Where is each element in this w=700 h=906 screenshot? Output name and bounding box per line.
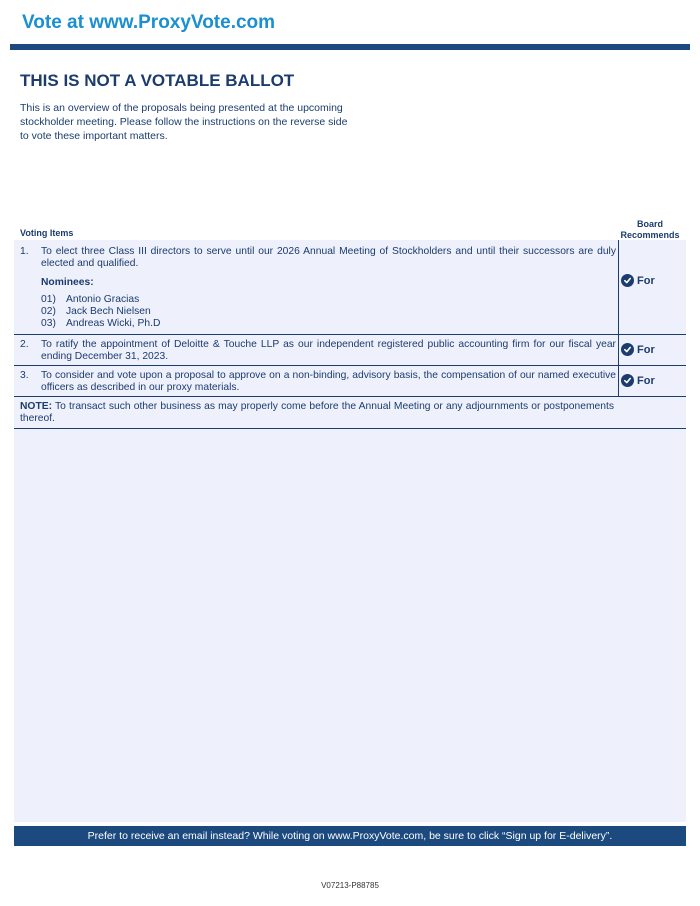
voting-item-3 — [20, 370, 616, 394]
voting-item-2 — [20, 339, 616, 363]
item-number: 1. — [20, 246, 29, 257]
note-text: To transact such other business as may properly come before the Annual Meeting or any adjournments or postponements thereof. — [20, 401, 614, 424]
header-rule — [10, 44, 690, 50]
nominee-number: 02) — [41, 306, 56, 317]
nominee-name: Antonio Gracias — [66, 294, 140, 305]
nominees-title: Nominees: — [41, 277, 94, 288]
nominee-1 — [41, 294, 139, 306]
site-title: Vote at www.ProxyVote.com — [22, 12, 276, 33]
board-recommends-header: Board Recommends — [620, 219, 680, 240]
check-circle-icon — [621, 343, 634, 356]
item-text: To consider and vote upon a proposal to approve on a non-binding, advisory basis, the compensation of our named executive officers as described in our proxy materials. — [41, 370, 616, 393]
check-circle-icon — [621, 274, 634, 287]
voting-item-1 — [20, 246, 616, 270]
row-divider — [14, 428, 686, 429]
item-text: To ratify the appointment of Deloitte & Touche LLP as our independent registered public accounting firm for our fiscal year ending December 31, 2023. — [41, 339, 616, 362]
recommendation-label: For — [637, 343, 655, 356]
recommendation-label: For — [637, 374, 655, 387]
item-number: 3. — [20, 370, 29, 381]
voting-items-header: Voting Items — [20, 228, 74, 238]
item-number: 2. — [20, 339, 29, 350]
item-text: To elect three Class III directors to serve until our 2026 Annual Meeting of Stockholders and until their successors are duly elected and qualified. — [41, 246, 616, 269]
note — [20, 401, 614, 425]
column-divider — [618, 240, 619, 397]
recommendation-2 — [621, 343, 655, 356]
recommendation-label: For — [637, 274, 655, 287]
recommendation-3 — [621, 374, 655, 387]
nominee-number: 03) — [41, 318, 56, 329]
page-title: THIS IS NOT A VOTABLE BALLOT — [20, 71, 295, 90]
nominee-3 — [41, 318, 160, 330]
intro-text: This is an overview of the proposals being presented at the upcoming stockholder meeting. Please follow the instructions on the reverse side to vote these important matters. — [20, 102, 348, 142]
note-label: NOTE: — [20, 401, 53, 412]
e-delivery-banner: Prefer to receive an email instead? While voting on www.ProxyVote.com, be sure to click “Sign up for E-delivery”. — [14, 826, 686, 846]
recommendation-1 — [621, 274, 655, 287]
nominee-number: 01) — [41, 294, 56, 305]
check-circle-icon — [621, 374, 634, 387]
nominee-name: Andreas Wicki, Ph.D — [66, 318, 161, 329]
document-code: V07213-P88785 — [321, 881, 379, 890]
nominee-2 — [41, 306, 151, 318]
row-divider — [14, 365, 686, 366]
nominee-name: Jack Bech Nielsen — [66, 306, 151, 317]
row-divider — [14, 396, 686, 397]
row-divider — [14, 334, 686, 335]
